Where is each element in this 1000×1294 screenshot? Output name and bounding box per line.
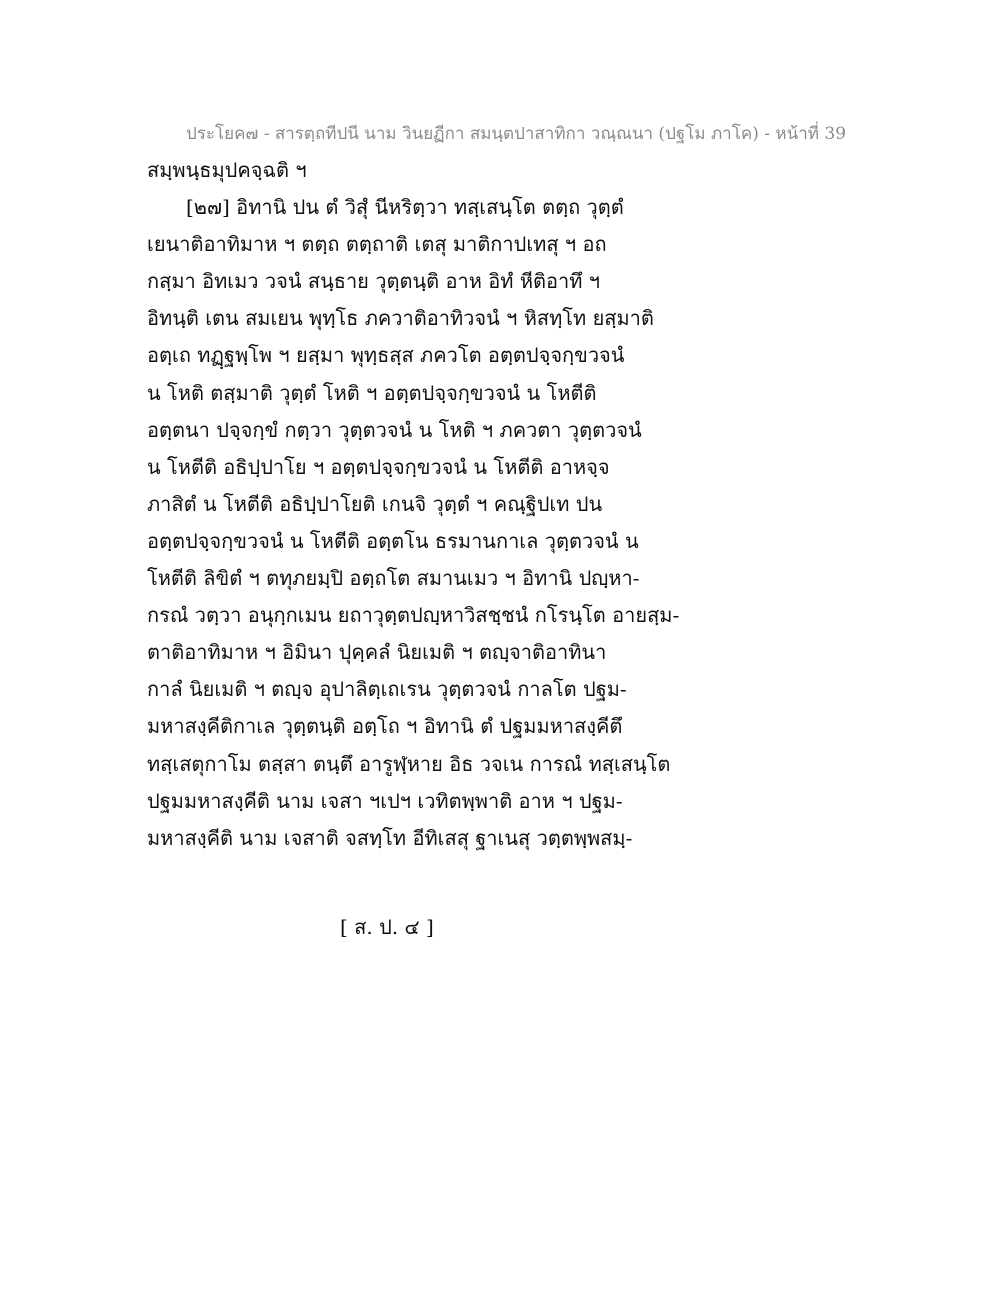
text-line: กาลํ นิยเมติ ฯ ตญฺจ อุปาลิตฺเถเรน วุตฺตวจนํ กาลโต ปฐม- bbox=[147, 677, 627, 702]
text-line: ปฐมมหาสงฺคีติ นาม เจสา ฯเปฯ เวทิตพฺพาติ อาห ฯ ปฐม- bbox=[147, 788, 623, 813]
text-line: [๒๗] อิทานิ ปน ตํ วิสุํ นีหริตฺวา ทสฺเสนฺโต ตตฺถ วุตฺตํ bbox=[186, 195, 624, 220]
running-header: ประโยค๗ - สารตฺถทีปนี นาม วินยฏีกา สมนฺตปาสาทิกา วณฺณนา (ปฐโม ภาโค) - หน้าที่ 39 bbox=[186, 124, 847, 144]
text-line: ตาติอาทิมาห ฯ อิมินา ปุคฺคลํ นิยเมติ ฯ ตญฺจาติอาทินา bbox=[147, 640, 607, 665]
text-line: มหาสงฺคีติ นาม เจสาติ จสทฺโท อีทิเสสุ ฐาเนสุ วตฺตพฺพสมฺ- bbox=[147, 825, 633, 850]
text-line: สมฺพนฺธมุปคจฺฉติ ฯ bbox=[147, 158, 307, 182]
text-line: กสฺมา อิทเมว วจนํ สนฺธาย วุตฺตนฺติ อาห อิทํ หีติอาทึ ฯ bbox=[147, 269, 601, 294]
text-line: ภาสิตํ น โหตีติ อธิปฺปาโยติ เกนจิ วุตฺตํ ฯ คณฺฐิปเท ปน bbox=[147, 491, 603, 516]
text-line: น โหติ ตสฺมาติ วุตฺตํ โหติ ฯ อตฺตปจฺจกฺขวจนํ น โหตีติ bbox=[147, 380, 597, 405]
body-text bbox=[147, 152, 707, 857]
text-line: อตฺตปจฺจกฺขวจนํ น โหตีติ อตฺตโน ธรมานกาเล วุตฺตวจนํ น bbox=[147, 528, 639, 553]
text-line: อตฺเถ ทฏฺฐพฺโพ ฯ ยสฺมา พุทฺธสฺส ภควโต อตฺตปจฺจกฺขวจนํ bbox=[147, 343, 625, 368]
text-line: มหาสงฺคีติกาเล วุตฺตนฺติ อตฺโถ ฯ อิทานิ ตํ ปฐมมหาสงฺคีตึ bbox=[147, 714, 623, 739]
text-line: น โหตีติ อธิปฺปาโย ฯ อตฺตปจฺจกฺขวจนํ น โหตีติ อาหจฺจ bbox=[147, 454, 610, 479]
text-line: อิทนฺติ เตน สมเยน พุทฺโธ ภควาติอาทิวจนํ ฯ หิสทฺโท ยสฺมาติ bbox=[147, 306, 654, 331]
text-line: เยนาติอาทิมาห ฯ ตตฺถ ตตฺถาติ เตสุ มาติกาปเทสุ ฯ อถ bbox=[147, 232, 607, 257]
text-line: กรณํ วตฺวา อนุกฺกเมน ยถาวุตฺตปญฺหาวิสชฺชนํ กโรนฺโต อายสฺม- bbox=[147, 603, 680, 628]
text-line: อตฺตนา ปจฺจกฺขํ กตฺวา วุตฺตวจนํ น โหติ ฯ ภควตา วุตฺตวจนํ bbox=[147, 417, 642, 442]
text-line: โหตีติ ลิขิตํ ฯ ตทุภยมฺปิ อตฺถโต สมานเมว ฯ อิทานิ ปญฺหา- bbox=[147, 566, 640, 591]
text-line: ทสฺเสตุกาโม ตสฺสา ตนฺตึ อารูฬฺหาย อิธ วจเน การณํ ทสฺเสนฺโต bbox=[147, 751, 671, 776]
page-folio: [ ส. ป. ๔ ] bbox=[340, 915, 434, 939]
